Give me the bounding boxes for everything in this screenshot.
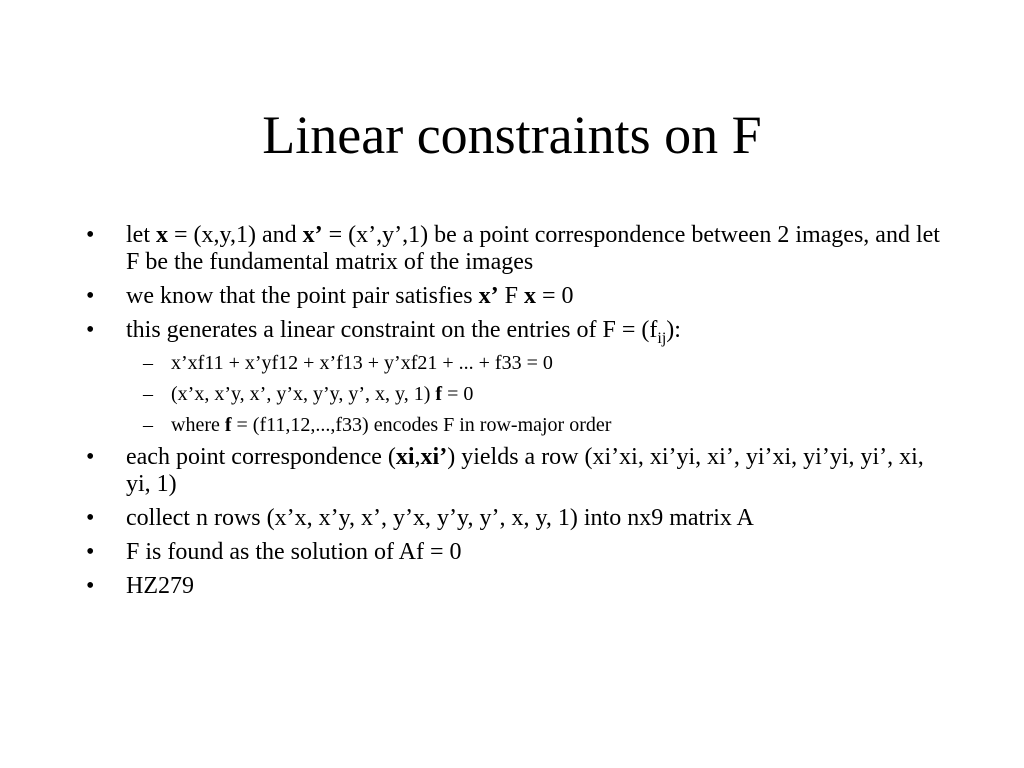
dash-marker: – [143,414,153,436]
bold-symbol: f [224,414,232,436]
bullet-text: = 0 [535,283,574,309]
bullet-text: , [414,444,421,470]
bullet-text: F [498,283,524,309]
bullet-marker: • [86,444,95,470]
slide-title: Linear constraints on F [262,105,762,165]
bullet-marker: • [86,222,95,248]
bullet-marker: • [86,283,95,309]
bullet-text: HZ279 [126,573,194,599]
sub-item-text: where [171,414,225,436]
bullet-text: each point correspondence ( [126,444,396,470]
bullet-item-2 [86,283,946,310]
bullet-item-6 [86,539,946,566]
bold-symbol: x’ [302,222,323,248]
bullet-marker: • [86,539,95,565]
bullet-item-5 [86,505,946,532]
bold-symbol: xi [395,444,415,470]
bullet-text: this generates a linear constraint on the entries of F = (f [126,317,658,343]
dash-marker: – [143,352,153,374]
bold-symbol: xi’ [420,444,448,470]
bullet-item-4 [86,444,946,498]
bullet-text: we know that the point pair satisfies [126,283,479,309]
sub-item-text: = 0 [442,383,474,405]
bullet-marker: • [86,505,95,531]
sub-item-2 [86,382,946,406]
bold-symbol: x [156,222,168,248]
bullet-marker: • [86,573,95,599]
bullet-item-1 [86,222,946,276]
bullet-text: F is found as the solution of Af = 0 [126,539,462,565]
sub-item-3 [86,413,946,437]
bullet-text: ): [666,317,681,343]
bullet-item-7 [86,573,946,600]
sub-bullet-list [86,351,946,437]
sub-item-text: x’xf11 + x’yf12 + x’f13 + y’xf21 + ... + f33 = 0 [171,352,553,374]
bullet-marker: • [86,317,95,343]
subscript: ij [657,330,667,347]
bullet-text: = (x,y,1) and [168,222,303,248]
bullet-text: ) yields a row (xi’xi, xi’yi, xi’, yi’xi, yi’yi, yi’, xi, yi, 1) [126,444,924,497]
sub-item-text: = (f11,12,...,f33) encodes F in row-major order [231,414,612,436]
sub-item-1 [86,351,946,375]
bullet-list [86,222,946,607]
bullet-item-3 [86,317,946,347]
bullet-text: = (x’,y’,1) be a point correspondence between 2 images, and let F be the fundamental matrix of the images [126,222,940,275]
bold-symbol: x’ [478,283,499,309]
sub-item-text: (x’x, x’y, x’, y’x, y’y, y’, x, y, 1) [171,383,436,405]
bold-symbol: x [523,283,536,309]
bold-symbol: f [435,383,443,405]
bullet-text: collect n rows (x’x, x’y, x’, y’x, y’y, y’, x, y, 1) into nx9 matrix A [126,505,754,531]
dash-marker: – [143,383,153,405]
bullet-text: let [126,222,156,248]
